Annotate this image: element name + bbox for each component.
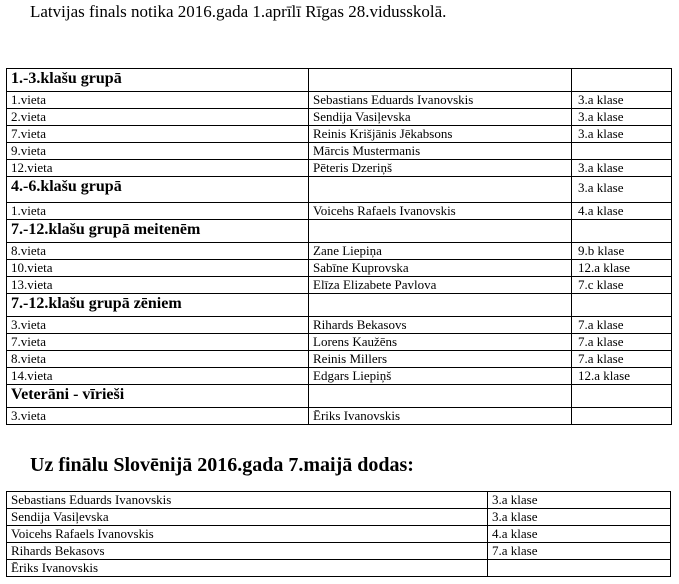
participant-name-cell: Zane Liepiņa [309, 243, 572, 260]
group-class-cell: 3.a klase [572, 177, 672, 203]
class-cell: 7.a klase [572, 334, 672, 351]
result-row [7, 243, 672, 260]
place-cell: 10.vieta [7, 260, 309, 277]
result-row [7, 109, 672, 126]
place-cell: 12.vieta [7, 160, 309, 177]
result-row [7, 317, 672, 334]
result-row [7, 126, 672, 143]
finalist-row [7, 543, 671, 560]
participant-name-cell: Lorens Kaužēns [309, 334, 572, 351]
final-heading: Uz finālu Slovēnijā 2016.gada 7.maijā dodas: [30, 454, 414, 476]
place-cell: 7.vieta [7, 126, 309, 143]
group-title: 7.-12.klašu grupā zēniem [7, 294, 309, 317]
place-cell: 3.vieta [7, 317, 309, 334]
class-cell: 7.a klase [572, 351, 672, 368]
participant-name-cell: Edgars Liepiņš [309, 368, 572, 385]
finalist-name-cell: Sendija Vasiļevska [7, 509, 488, 526]
participant-name-cell: Voicehs Rafaels Ivanovskis [309, 203, 572, 220]
intro-text: Latvijas finals notika 2016.gada 1.aprīlī Rīgas 28.vidusskolā. [30, 2, 447, 21]
result-row [7, 92, 672, 109]
group-class-cell [572, 294, 672, 317]
finalist-name-cell: Ēriks Ivanovskis [7, 560, 488, 577]
group-header-row [7, 385, 672, 408]
finalist-row [7, 509, 671, 526]
group-header-row [7, 294, 672, 317]
class-cell: 3.a klase [572, 92, 672, 109]
class-cell: 9.b klase [572, 243, 672, 260]
place-cell: 9.vieta [7, 143, 309, 160]
class-cell [572, 143, 672, 160]
results-table-body [7, 69, 672, 425]
participant-name-cell: Pēteris Dzeriņš [309, 160, 572, 177]
result-row [7, 334, 672, 351]
place-cell: 13.vieta [7, 277, 309, 294]
group-title: 1.-3.klašu grupā [7, 69, 309, 92]
participant-name-cell: Reinis Krišjānis Jēkabsons [309, 126, 572, 143]
result-row [7, 277, 672, 294]
participant-name-cell: Sendija Vasiļevska [309, 109, 572, 126]
participant-name-cell: Sabīne Kuprovska [309, 260, 572, 277]
group-blank-cell [309, 220, 572, 243]
participant-name-cell: Ēriks Ivanovskis [309, 408, 572, 425]
result-row [7, 143, 672, 160]
finalist-row [7, 560, 671, 577]
result-row [7, 368, 672, 385]
class-cell [572, 408, 672, 425]
group-header-row [7, 220, 672, 243]
place-cell: 8.vieta [7, 351, 309, 368]
group-blank-cell [309, 177, 572, 203]
finalist-name-cell: Sebastians Eduards Ivanovskis [7, 492, 488, 509]
place-cell: 3.vieta [7, 408, 309, 425]
class-cell: 7.c klase [572, 277, 672, 294]
result-row [7, 260, 672, 277]
group-blank-cell [309, 69, 572, 92]
result-row [7, 203, 672, 220]
group-blank-cell [309, 385, 572, 408]
group-title: 4.-6.klašu grupā [7, 177, 309, 203]
finalist-class-cell: 3.a klase [488, 492, 671, 509]
class-cell: 7.a klase [572, 317, 672, 334]
participant-name-cell: Elīza Elizabete Pavlova [309, 277, 572, 294]
class-cell: 3.a klase [572, 126, 672, 143]
group-header-row [7, 177, 672, 203]
place-cell: 1.vieta [7, 203, 309, 220]
finalist-name-cell: Voicehs Rafaels Ivanovskis [7, 526, 488, 543]
results-table [6, 68, 672, 425]
place-cell: 7.vieta [7, 334, 309, 351]
finalist-row [7, 526, 671, 543]
result-row [7, 160, 672, 177]
group-header-row [7, 69, 672, 92]
group-title: Veterāni - vīrieši [7, 385, 309, 408]
class-cell: 4.a klase [572, 203, 672, 220]
finalist-class-cell [488, 560, 671, 577]
finalist-class-cell: 4.a klase [488, 526, 671, 543]
finalist-class-cell: 3.a klase [488, 509, 671, 526]
group-class-cell [572, 69, 672, 92]
participant-name-cell: Rihards Bekasovs [309, 317, 572, 334]
group-title: 7.-12.klašu grupā meitenēm [7, 220, 309, 243]
class-cell: 3.a klase [572, 109, 672, 126]
class-cell: 12.a klase [572, 368, 672, 385]
finalist-class-cell: 7.a klase [488, 543, 671, 560]
final-table-body [7, 492, 671, 577]
finalist-name-cell: Rihards Bekasovs [7, 543, 488, 560]
finalist-row [7, 492, 671, 509]
participant-name-cell: Reinis Millers [309, 351, 572, 368]
class-cell: 3.a klase [572, 160, 672, 177]
place-cell: 1.vieta [7, 92, 309, 109]
group-class-cell [572, 385, 672, 408]
group-blank-cell [309, 294, 572, 317]
group-class-cell [572, 220, 672, 243]
place-cell: 14.vieta [7, 368, 309, 385]
final-table [6, 491, 671, 577]
place-cell: 8.vieta [7, 243, 309, 260]
participant-name-cell: Mārcis Mustermanis [309, 143, 572, 160]
participant-name-cell: Sebastians Eduards Ivanovskis [309, 92, 572, 109]
result-row [7, 351, 672, 368]
class-cell: 12.a klase [572, 260, 672, 277]
place-cell: 2.vieta [7, 109, 309, 126]
result-row [7, 408, 672, 425]
